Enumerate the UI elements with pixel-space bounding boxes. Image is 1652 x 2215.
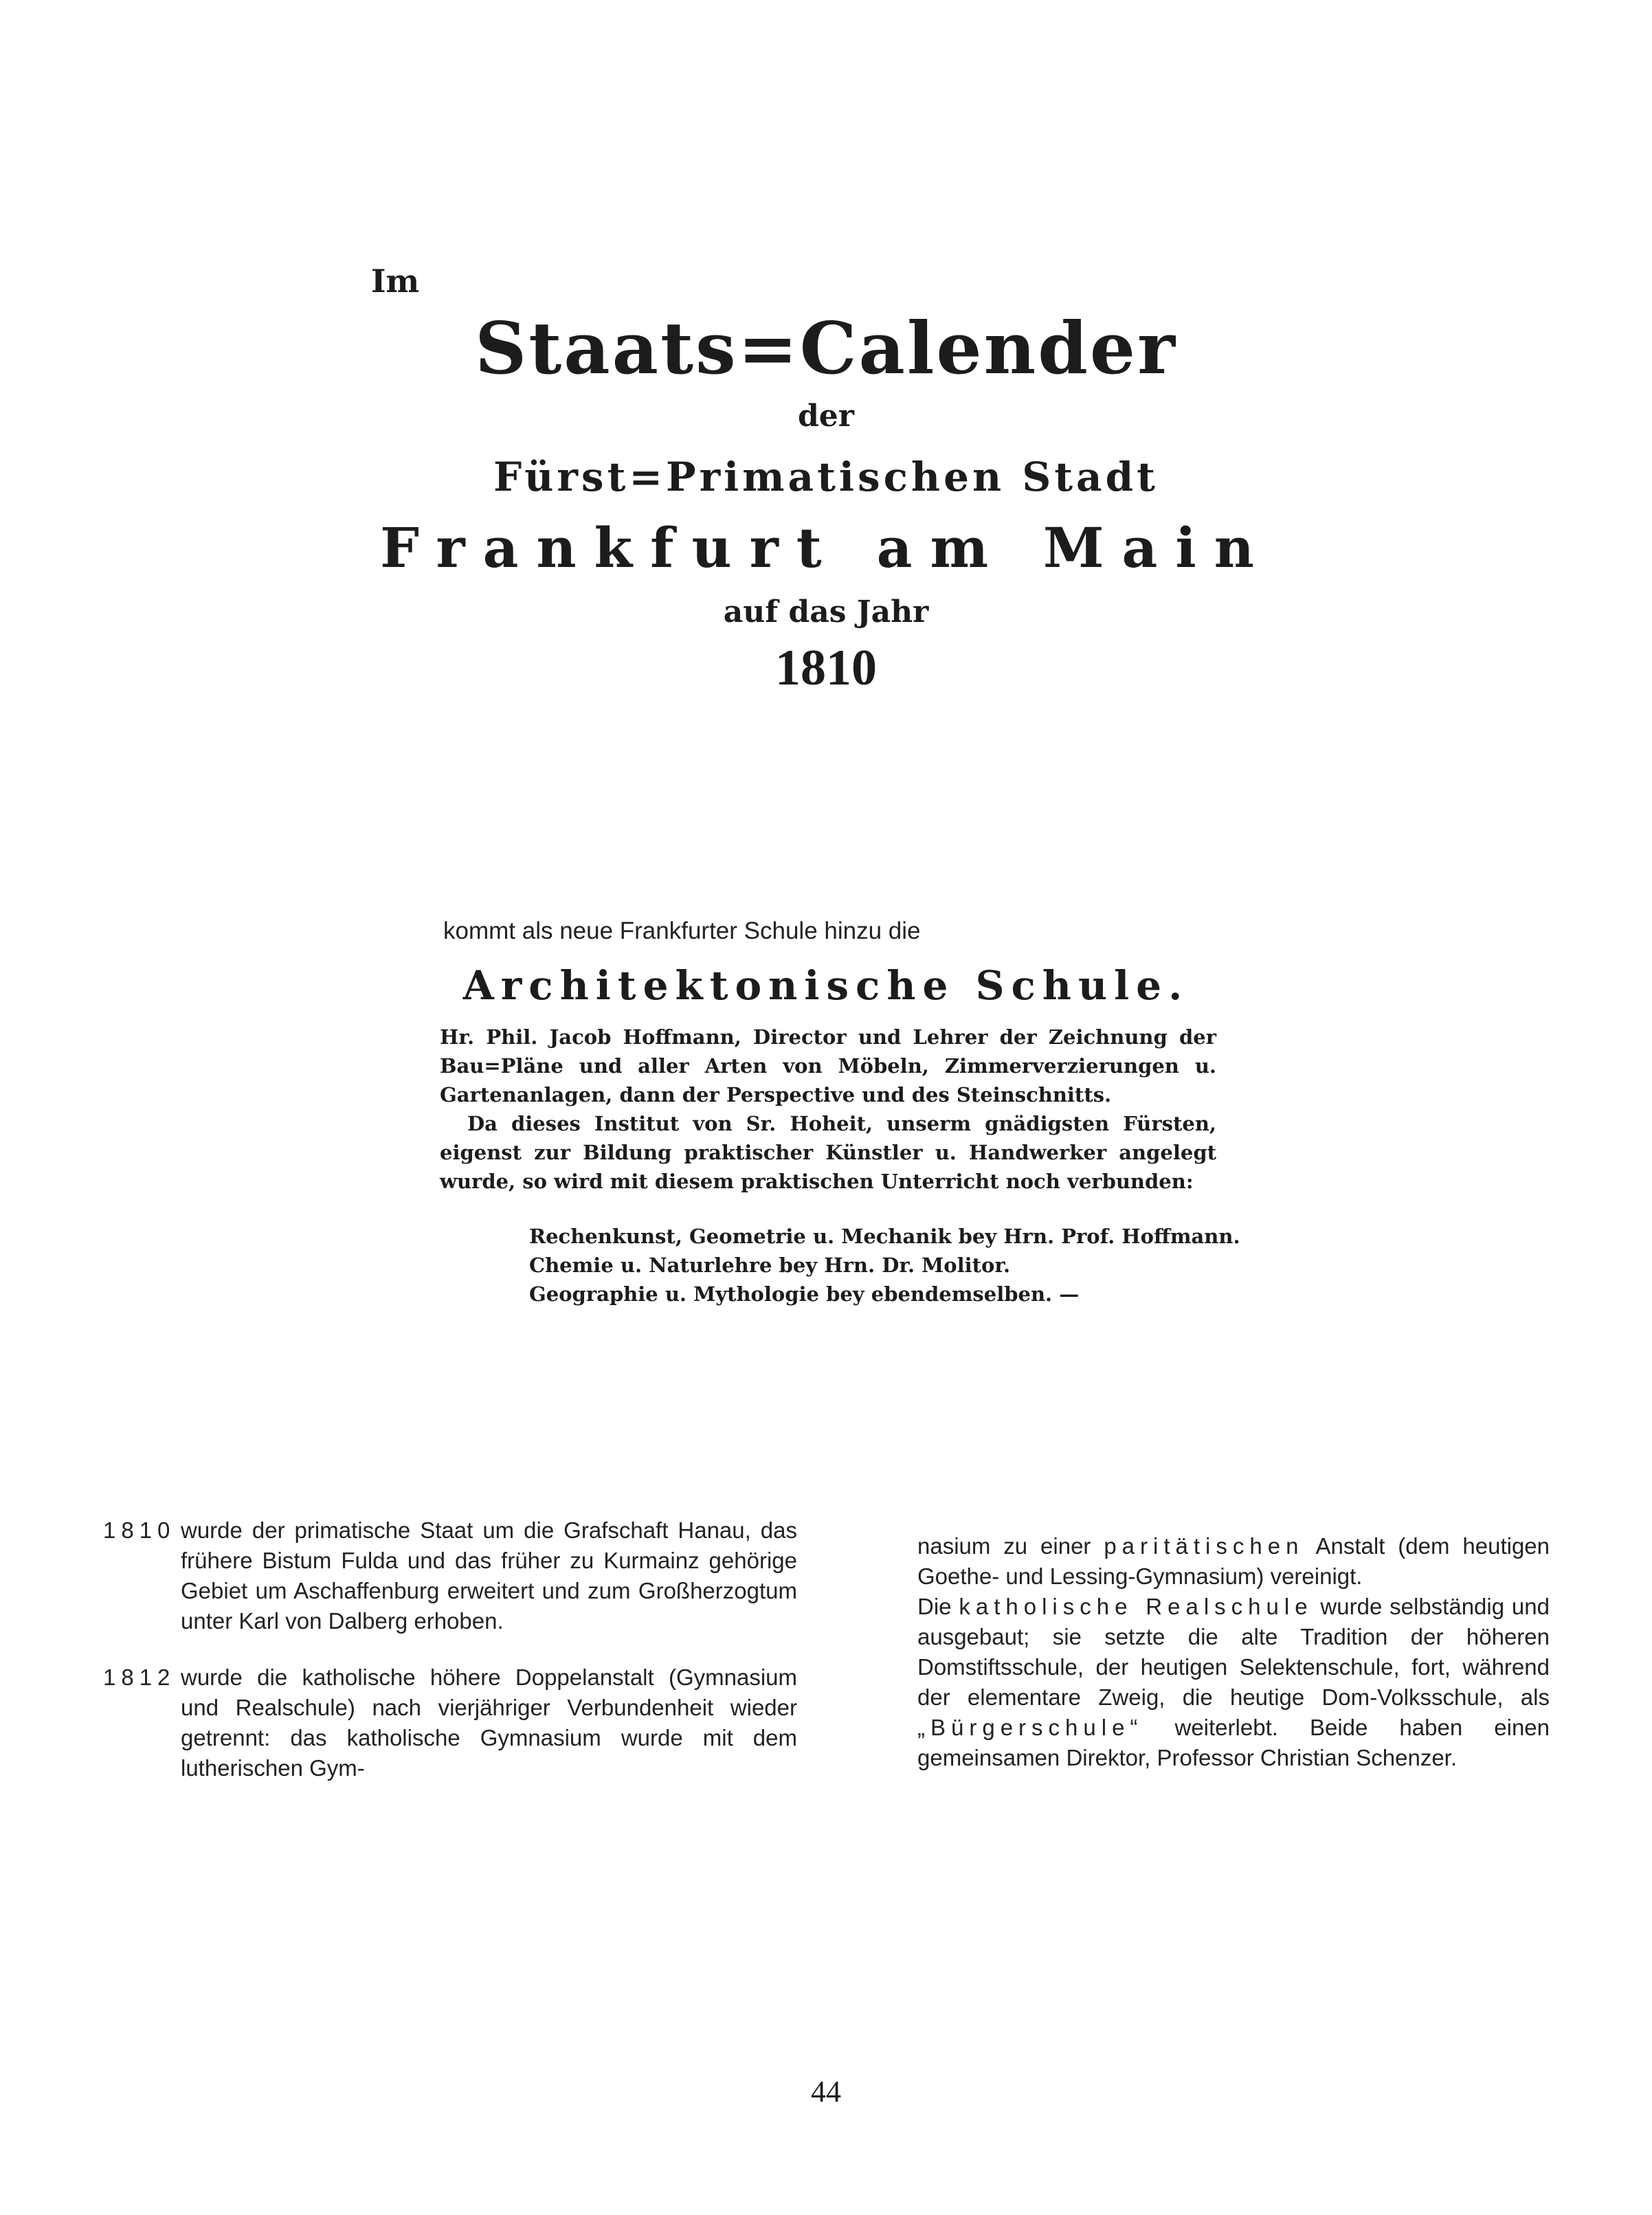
- page-title: Staats=Calender: [475, 306, 1177, 390]
- entry-institute: Da dieses Institut von Sr. Hoheit, unserm gnädigsten Fürsten, eigenst zur Bildung praktischer Künstler u. Handwerker angelegt wurde, so wird mit diesem praktischen Unterricht noch verbunden:: [440, 1112, 1216, 1193]
- chronicle-entry: [103, 1515, 797, 1636]
- header-fuerst: Fürst=Primatischen Stadt: [493, 454, 1159, 500]
- chronicle-text: wurde die katholische höhere Doppelanstalt (Gymnasium und Realschule) nach vierjähriger Verbundenheit wieder getrennt: das katholische Gymnasium wurde mit dem lutherischen Gym-: [181, 1665, 797, 1781]
- intro-text: kommt als neue Frankfurter Schule hinzu die: [443, 917, 921, 944]
- chronicle-year: 1812: [103, 1665, 176, 1690]
- left-column: [103, 1515, 797, 1810]
- subject-item: Rechenkunst, Geometrie u. Mechanik bey Hrn. Prof. Hoffmann.: [529, 1225, 1240, 1248]
- page-number: 44: [811, 2075, 841, 2108]
- spaced-text: paritätischen: [1104, 1533, 1304, 1559]
- right-column: [917, 1531, 1550, 1773]
- entry-director: Hr. Phil. Jacob Hoffmann, Director und Lehrer der Zeichnung der Bau=Pläne und aller Arten von Möbeln, Zimmerverzierungen u. Gartenanlagen, dann der Perspective und des Steinschnitts.: [440, 1025, 1216, 1106]
- text-run: nasium zu einer: [917, 1533, 1091, 1559]
- text-run: weiterlebt. Beide haben einen gemeinsamen Direktor, Professor Christian Schenzer.: [917, 1715, 1550, 1770]
- right-paragraph-2: [917, 1592, 1550, 1773]
- spaced-text: „Bürgerschule“: [917, 1715, 1143, 1740]
- subjects-list: [529, 1222, 1240, 1309]
- header-city: Frankfurt am Main: [380, 515, 1272, 580]
- header-auf-jahr: auf das Jahr: [723, 594, 929, 630]
- text-run: Anstalt (dem heutigen Goethe- und Lessing-Gymnasium) vereinigt.: [917, 1533, 1550, 1589]
- spaced-text: katholische Realschule: [959, 1594, 1313, 1619]
- chronicle-entry: [103, 1662, 797, 1783]
- subject-item: Chemie u. Naturlehre bey Hrn. Dr. Molitor.: [529, 1254, 1011, 1277]
- chronicle-year: 1810: [103, 1517, 176, 1543]
- calendar-entry: [440, 1023, 1216, 1196]
- header-year: 1810: [775, 640, 877, 696]
- right-paragraph-1: [917, 1531, 1550, 1592]
- text-run: Die: [917, 1594, 952, 1619]
- subject-item: Geographie u. Mythologie bey ebendemselben. —: [529, 1282, 1080, 1306]
- chronicle-text: wurde der primatische Staat um die Grafschaft Hanau, das frühere Bistum Fulda und das früher zu Kurmainz gehörige Gebiet um Aschaffenburg erweitert und zum Großherzogtum unter Karl von Dalberg erhoben.: [181, 1517, 797, 1634]
- header-im: Im: [371, 263, 420, 300]
- school-name: Architektonische Schule.: [462, 962, 1190, 1009]
- header-der: der: [798, 399, 854, 434]
- text-run: wurde selbständig und ausgebaut; sie setzte die alte Tradition der höheren Domstiftsschule, der heutigen Selektenschule, fort, während der elementare Zweig, die heutige Dom-Volksschule, als: [917, 1594, 1550, 1710]
